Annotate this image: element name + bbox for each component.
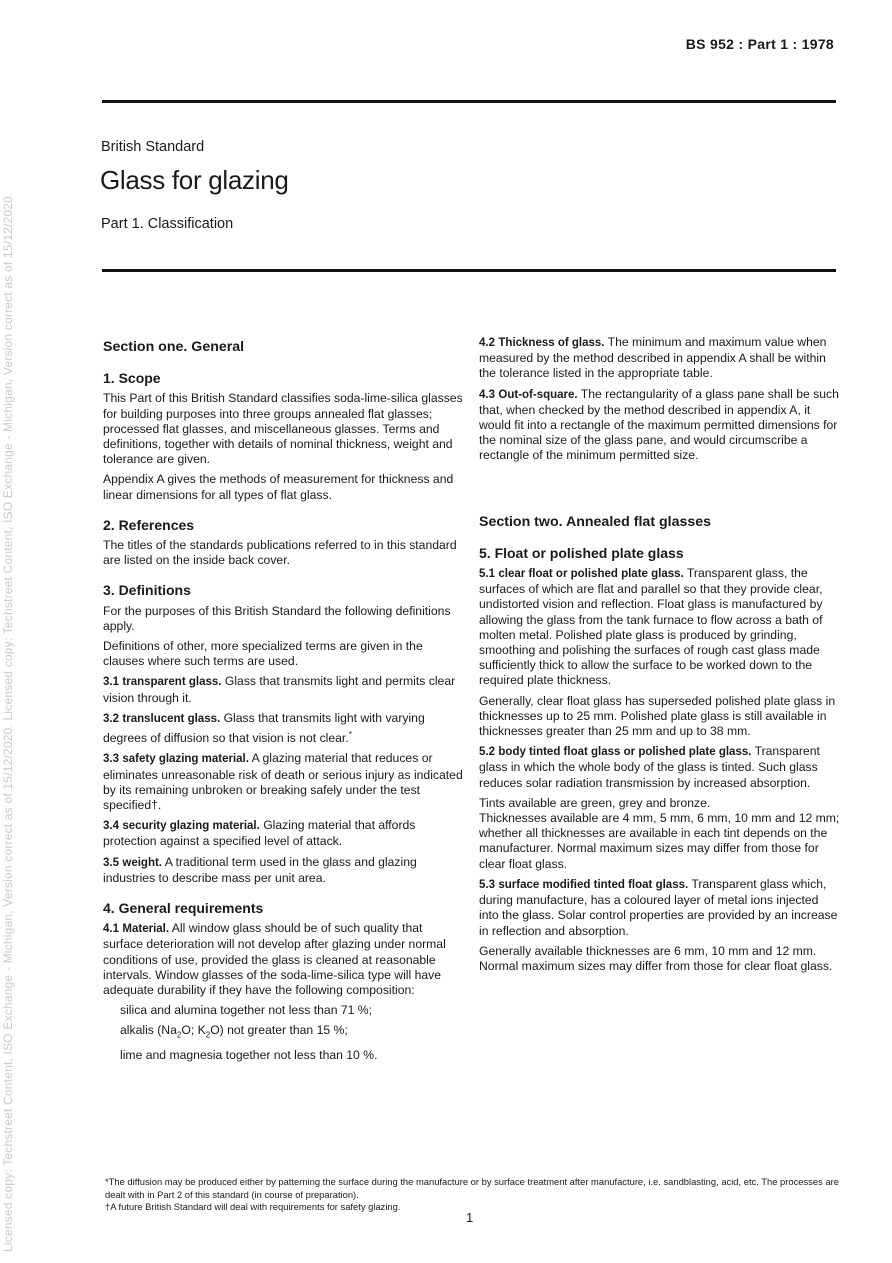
composition-alkalis: alkalis ($Na_2O$; $K_2O$) not greater than 15 %; — [120, 1023, 348, 1040]
clause-number: 3.2 — [103, 712, 119, 725]
definitions-heading: 3. Definitions — [103, 582, 191, 599]
scope-paragraph-appendix: Appendix A gives the methods of measurement for thickness and linear dimensions for all types of flat glass. — [103, 472, 454, 502]
material-requirement — [103, 921, 463, 998]
clause-number: 5.2 — [479, 746, 495, 759]
footnote-safety-glazing: †A future British Standard will deal with requirements for safety glazing. — [105, 1201, 401, 1213]
clause-number: 4.2 — [479, 337, 495, 349]
defined-term: clear float or polished plate glass. — [498, 568, 684, 581]
definition-security-glazing — [103, 818, 463, 849]
clause-number: 4.3 — [479, 388, 495, 401]
document-title: Glass for glazing — [100, 165, 289, 195]
standard-reference: BS 952 : Part 1 : 1978 — [685, 36, 834, 52]
surface-modified-glass — [479, 877, 841, 939]
scope-paragraph: This Part of this British Standard classifies soda-lime-silica glasses for building purposes into three groups annealed flat glasses; processed flat glasses, and miscellaneous glasses. Terms and definitions, together with details of nominal thickness, weight and tolerance are given. — [103, 391, 463, 467]
references-paragraph: The titles of the standards publications referred to in this standard are listed on the inside back cover. — [103, 538, 457, 568]
definition-text: Glass that transmits light with varying degrees of diffusion so that vision is not clear. — [103, 710, 425, 746]
defined-term: Out-of-square. — [498, 388, 578, 401]
bottom-rule — [102, 269, 836, 272]
definition-weight — [103, 855, 463, 886]
definitions-other: Definitions of other, more specialized terms are given in the clauses where such terms are used. — [103, 639, 423, 669]
clause-number: 3.1 — [103, 676, 119, 689]
surface-modified-thicknesses: Generally available thicknesses are 6 mm, 10 mm and 12 mm. Normal maximum sizes may differ from those for clear float glass. — [479, 943, 833, 973]
definition-transparent-glass — [103, 674, 463, 705]
footnote-diffusion: *The diffusion may be produced either by patterning the surface during the manufacture or by surface treatment after manufacture, i.e. sandblasting, acid, etc. The processes are dealt with in Part 2 of this standard (in course of preparation). — [105, 1176, 839, 1200]
footnotes — [105, 1176, 845, 1214]
definition-translucent-glass — [103, 711, 463, 746]
definition-text: Transparent glass, the surfaces of which are flat and parallel so that they provide clear, undistorted vision and reflection. Float glass is manufactured by allowing the glass from the tank furnace to flow across a bath of molten metal. Polished plate glass is produced by grinding, smoothing and polishing the surfaces of rough cast glass made sufficiently thick to allow the surface to be worked down to the required plate thickness. — [479, 566, 823, 688]
section-one-title: Section one. General — [103, 339, 245, 355]
defined-term: surface modified tinted float glass. — [498, 878, 689, 891]
definition-safety-glazing — [103, 751, 463, 813]
left-column — [103, 340, 463, 1068]
general-requirements-heading: 4. General requirements — [103, 899, 264, 916]
requirement-text: All window glass should be of such quality that surface deterioration will not develop after glazing under normal conditions of use, provided the glass is cleaned at reasonable intervals. Window glasses of the soda-lime-silica type will have adequate durability if they have the following composition: — [103, 921, 446, 997]
definition-text: Transparent glass which, during manufacture, has a coloured layer of metal ions injected into the glass. Solar control properties are provided by an increase in reflection and absorption. — [479, 876, 838, 938]
definition-text: Transparent glass in which the whole body of the glass is tinted. Such glass reduces solar radiation transmission by increased absorption. — [479, 744, 820, 790]
clause-number: 3.4 — [103, 820, 119, 833]
tints-available: Tints available are green, grey and bronze. — [479, 795, 711, 810]
defined-term: Material. — [122, 923, 170, 936]
scope-heading: 1. Scope — [103, 370, 161, 387]
right-column — [479, 335, 841, 979]
composition-list — [120, 1003, 463, 1063]
footnote-marker: * — [348, 730, 352, 740]
clear-float-glass — [479, 566, 841, 689]
body-tinted-glass — [479, 744, 841, 791]
requirement-text: The minimum and maximum value when measured by the method described in appendix A shall be within the tolerance listed in the appropriate table. — [479, 335, 827, 381]
thickness-of-glass — [479, 335, 841, 382]
defined-term: weight. — [122, 856, 163, 869]
composition-lime: lime and magnesia together not less than 10 %. — [120, 1048, 378, 1063]
section-two-title: Section two. Annealed flat glasses — [479, 513, 712, 530]
thicknesses-available: Thicknesses available are 4 mm, 5 mm, 6 mm, 10 mm and 12 mm; whether all thicknesses are available in each tint depends on the manufacturer. Normal maximum sizes may differ from those for clear float glass. — [479, 811, 840, 871]
document-kicker: British Standard — [101, 139, 205, 155]
definition-text: A traditional term used in the glass and glazing industries to describe mass per unit area. — [103, 854, 417, 885]
clause-number: 5.1 — [479, 568, 495, 581]
licence-watermark: Licensed copy: Techstreet Content, ISO Exchange - Michigan, Version correct as of 15/12/2020. Licensed copy: Techstreet Content, ISO Exchange - Michigan, Version correct as of 15/12/2020. — [1, 192, 15, 1252]
definition-text: Glazing material that affords protection against a specified level of attack. — [103, 818, 416, 849]
clause-number: 3.5 — [103, 856, 119, 869]
footnote-marker: †. — [151, 797, 162, 812]
defined-term: translucent glass. — [122, 712, 221, 725]
definition-text: A glazing material that reduces or eliminates unreasonable risk of death or serious injury as indicated by its remaining unbroken or breaking safely under the test specified — [103, 751, 463, 812]
document-subtitle: Part 1. Classification — [101, 216, 234, 232]
clear-float-note: Generally, clear float glass has superseded polished plate glass in thicknesses up to 25 mm. Polished plate glass is still available in thicknesses greater than 25 mm and up to 38 mm. — [479, 693, 836, 739]
page-number: 1 — [466, 1210, 474, 1225]
defined-term: safety glazing material. — [122, 753, 249, 766]
requirement-text: The rectangularity of a glass pane shall be such that, when checked by the method described in appendix A, it would fit into a rectangle of the maximum permitted dimensions for the nominal size of the glass pane, and would circumscribe a rectangle of the minimum permitted size. — [479, 386, 839, 463]
references-heading: 2. References — [103, 516, 195, 533]
definition-text: Glass that transmits light and permits clear vision through it. — [103, 674, 456, 705]
definitions-intro: For the purposes of this British Standard the following definitions apply. — [103, 603, 451, 633]
defined-term: transparent glass. — [122, 676, 222, 689]
defined-term: body tinted float glass or polished plate glass. — [498, 746, 752, 759]
out-of-square — [479, 387, 841, 464]
defined-term: security glazing material. — [122, 820, 260, 833]
top-rule — [102, 100, 836, 103]
clause-number: 3.3 — [103, 753, 119, 766]
float-glass-heading: 5. Float or polished plate glass — [479, 544, 684, 561]
clause-number: 4.1 — [103, 923, 119, 936]
defined-term: Thickness of glass. — [498, 337, 605, 349]
clause-number: 5.3 — [479, 878, 495, 891]
composition-silica: silica and alumina together not less than 71 %; — [120, 1003, 373, 1018]
